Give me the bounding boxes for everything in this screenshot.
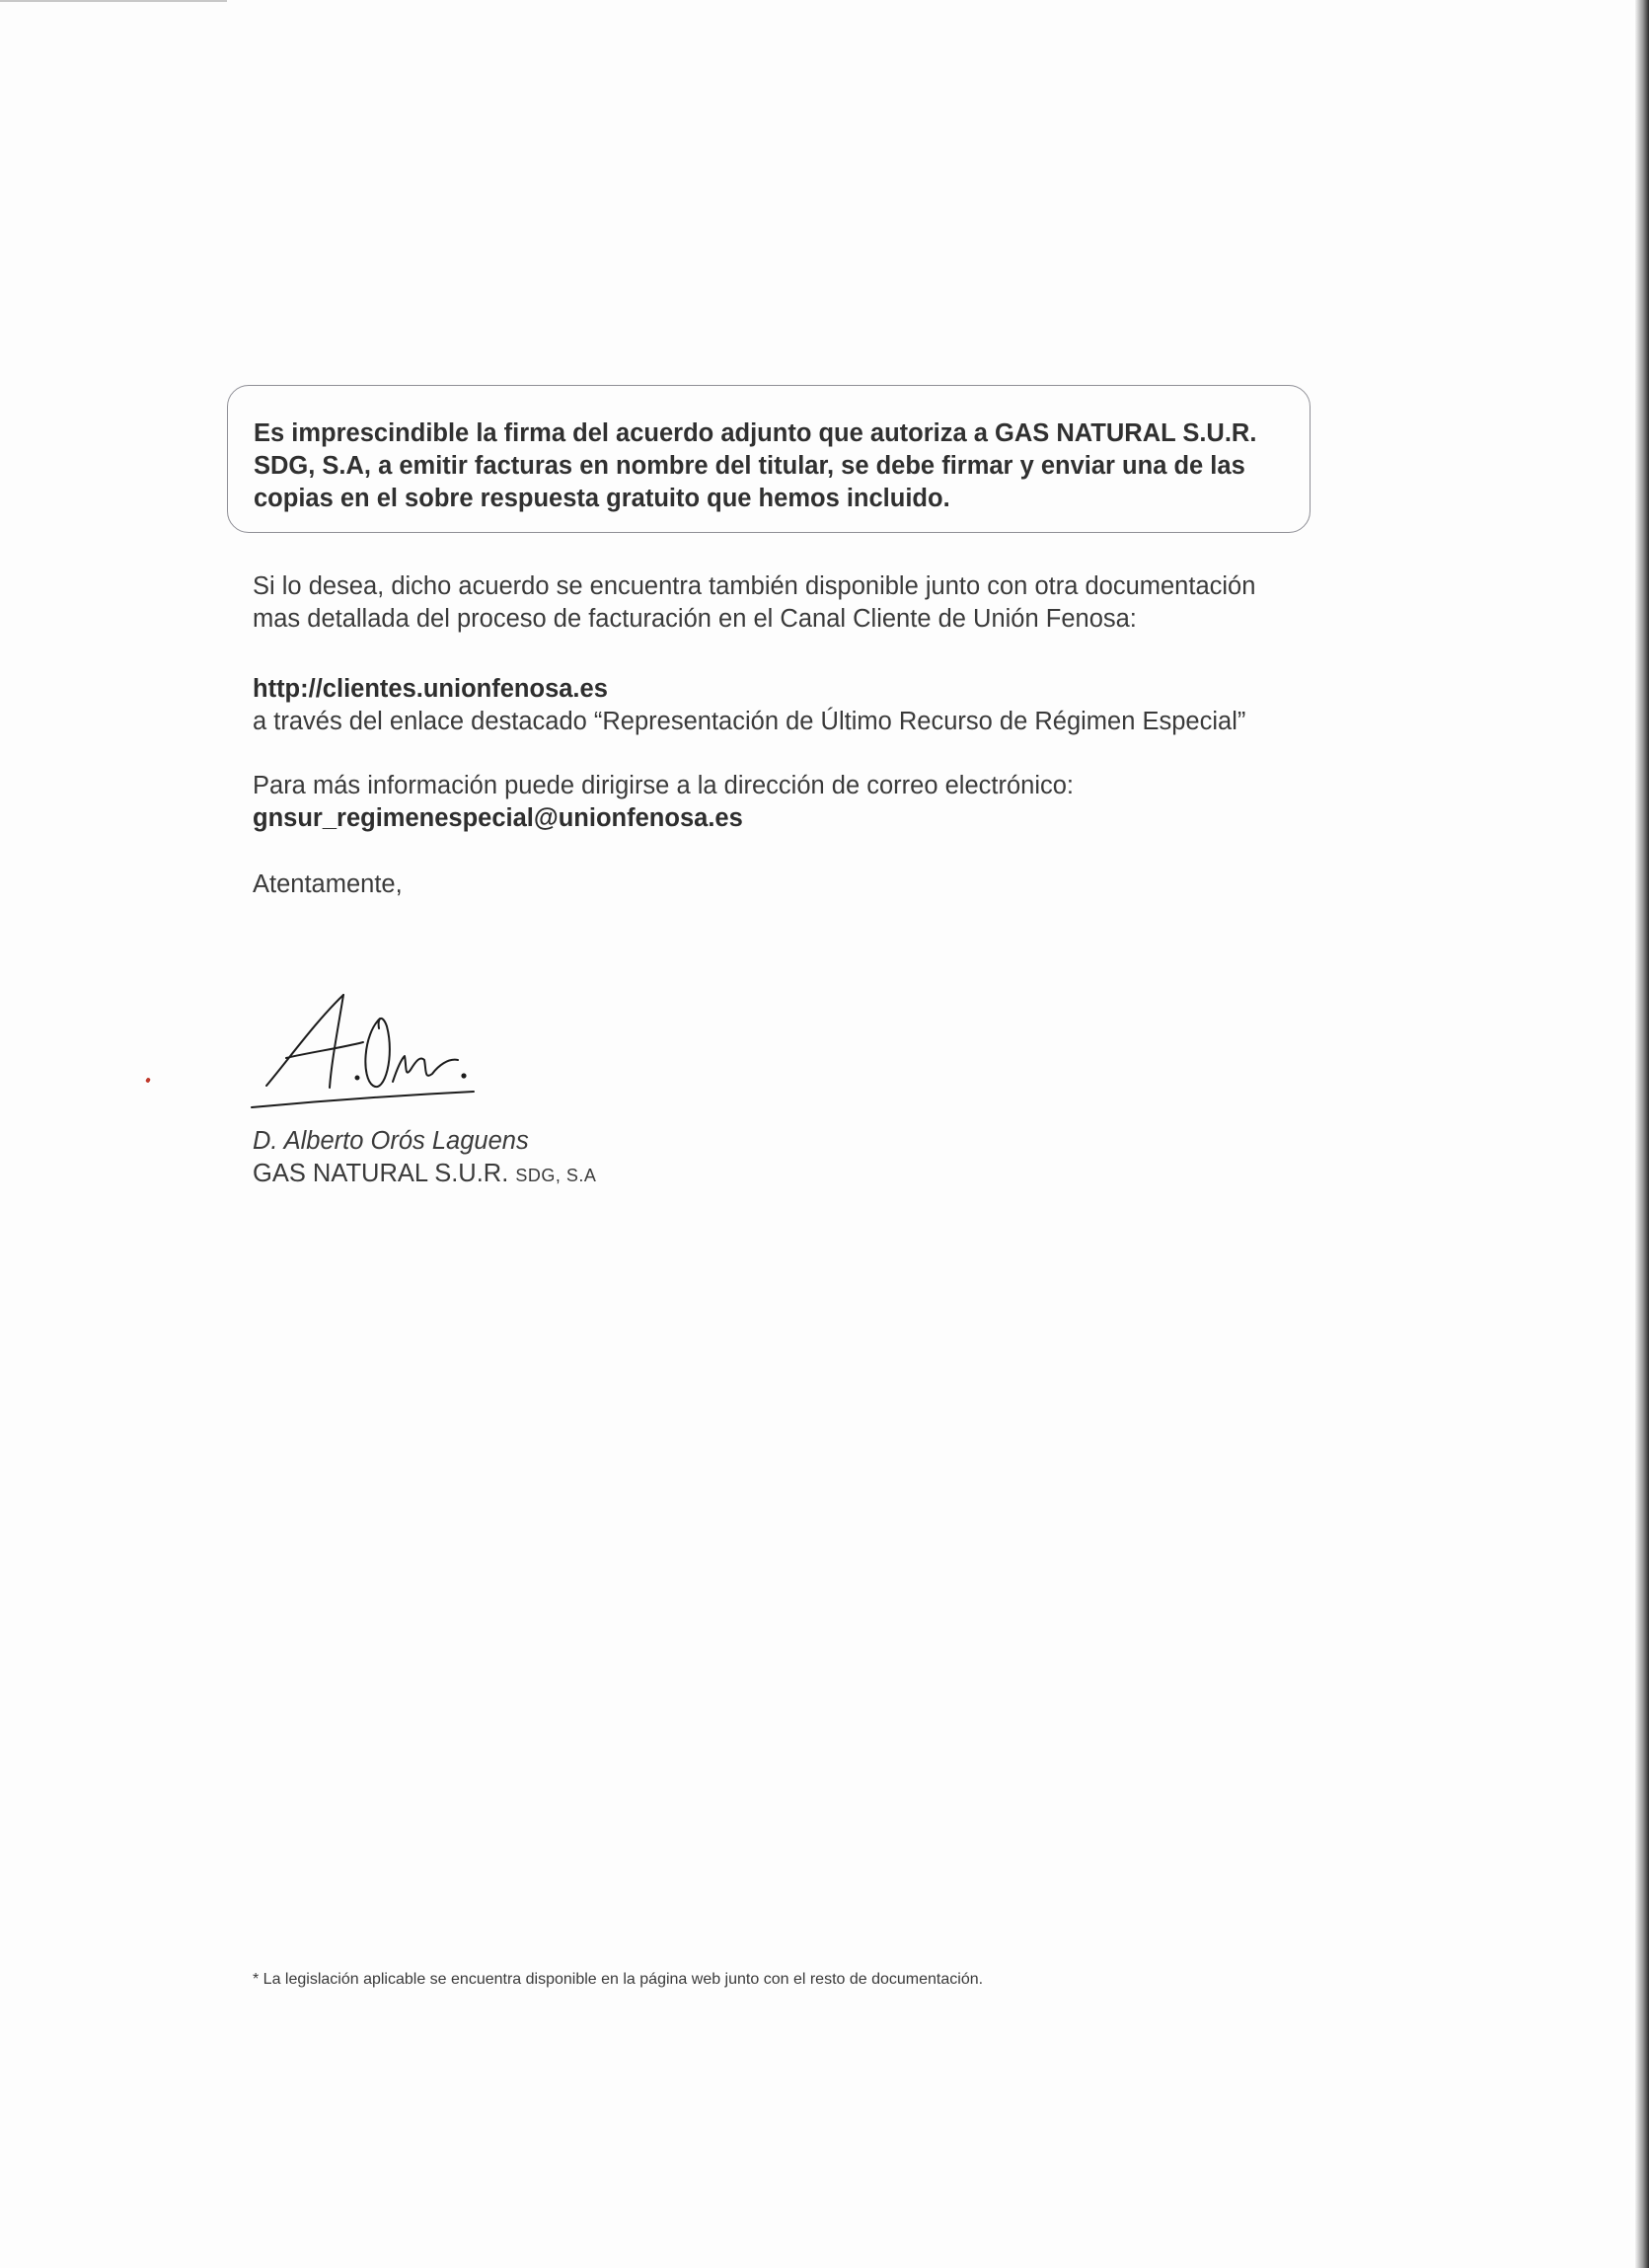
intro-line-1: Si lo desea, dicho acuerdo se encuentra también disponible junto con otra documentación xyxy=(253,572,1256,600)
link-description: a través del enlace destacado “Representación de Último Recurso de Régimen Especial” xyxy=(253,708,1246,735)
notice-line-3: copias en el sobre respuesta gratuito que hemos incluido. xyxy=(254,485,950,512)
portal-url: http://clientes.unionfenosa.es xyxy=(253,675,608,703)
notice-box xyxy=(227,385,1311,533)
handwritten-signature xyxy=(247,987,484,1115)
notice-line-1: Es imprescindible la firma del acuerdo adjunto que autoriza a GAS NATURAL S.U.R. xyxy=(254,419,1257,447)
footnote: * La legislación aplicable se encuentra disponible en la página web junto con el resto de documentación. xyxy=(253,1971,984,1988)
intro-paragraph xyxy=(253,570,1255,636)
notice-line-2: SDG, S.A, a emitir facturas en nombre del titular, se debe firmar y enviar una de las xyxy=(254,452,1245,480)
signatory-name: D. Alberto Orós Laguens xyxy=(253,1127,529,1155)
intro-line-2: mas detallada del proceso de facturación en el Canal Cliente de Unión Fenosa: xyxy=(253,605,1137,633)
contact-paragraph xyxy=(253,770,1074,835)
scan-top-line xyxy=(0,0,227,2)
scan-edge xyxy=(1635,0,1649,2268)
contact-email: gnsur_regimenespecial@unionfenosa.es xyxy=(253,804,743,832)
contact-info-line: Para más información puede dirigirse a la dirección de correo electrónico: xyxy=(253,772,1074,799)
stray-ink-mark xyxy=(145,1077,151,1083)
url-paragraph xyxy=(253,673,1245,738)
notice-text xyxy=(254,417,1282,515)
company-suffix: SDG, S.A xyxy=(515,1166,597,1185)
company-name: GAS NATURAL S.U.R. xyxy=(253,1160,509,1187)
closing-salutation: Atentamente, xyxy=(253,870,403,898)
signatory-company xyxy=(253,1158,596,1192)
